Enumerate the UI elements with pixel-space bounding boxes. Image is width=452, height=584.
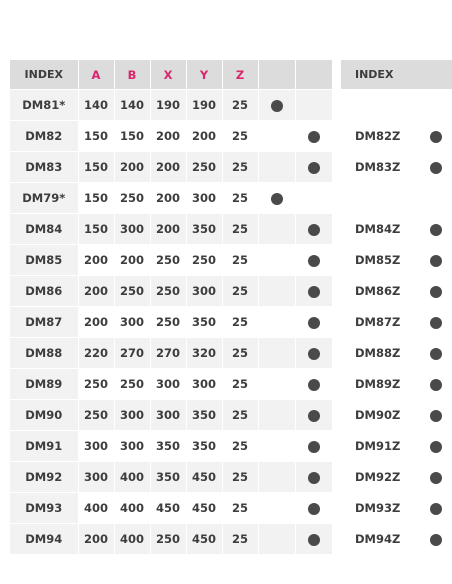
dot-cell-2	[295, 152, 332, 183]
side-dot-cell	[419, 369, 452, 400]
cell-a: 220	[78, 338, 114, 369]
cell-a: 200	[78, 307, 114, 338]
header-col-z: Z	[222, 60, 258, 90]
side-index: DM91Z	[341, 431, 419, 462]
filled-circle-icon	[430, 379, 442, 391]
side-row	[341, 276, 452, 307]
cell-b: 250	[114, 183, 150, 214]
cell-z: 25	[222, 214, 258, 245]
cell-a: 150	[78, 214, 114, 245]
side-row	[341, 121, 452, 152]
cell-x: 270	[150, 338, 186, 369]
side-row	[341, 431, 452, 462]
cell-y: 350	[186, 431, 222, 462]
filled-circle-icon	[308, 441, 320, 453]
side-dot-cell	[419, 338, 452, 369]
cell-a: 250	[78, 400, 114, 431]
side-index: DM85Z	[341, 245, 419, 276]
cell-y: 300	[186, 276, 222, 307]
cell-y: 300	[186, 183, 222, 214]
side-index: DM87Z	[341, 307, 419, 338]
cell-x: 200	[150, 152, 186, 183]
cell-z: 25	[222, 121, 258, 152]
side-row	[341, 400, 452, 431]
side-row	[341, 493, 452, 524]
filled-circle-icon	[430, 224, 442, 236]
cell-x: 250	[150, 307, 186, 338]
cell-z: 25	[222, 462, 258, 493]
cell-z: 25	[222, 152, 258, 183]
side-dot-cell	[419, 276, 452, 307]
filled-circle-icon	[308, 224, 320, 236]
cell-b: 400	[114, 493, 150, 524]
cell-z: 25	[222, 245, 258, 276]
row-index: DM90	[10, 400, 78, 431]
filled-circle-icon	[308, 348, 320, 360]
cell-b: 400	[114, 524, 150, 555]
cell-a: 200	[78, 276, 114, 307]
cell-b: 150	[114, 121, 150, 152]
filled-circle-icon	[308, 503, 320, 515]
cell-x: 350	[150, 431, 186, 462]
side-dot-cell	[419, 90, 452, 121]
cell-z: 25	[222, 276, 258, 307]
cell-b: 300	[114, 431, 150, 462]
side-row	[341, 369, 452, 400]
cell-y: 300	[186, 369, 222, 400]
cell-z: 25	[222, 183, 258, 214]
dot-cell-2	[295, 431, 332, 462]
side-dot-cell	[419, 152, 452, 183]
table-row	[10, 493, 332, 524]
row-index: DM86	[10, 276, 78, 307]
cell-a: 150	[78, 183, 114, 214]
side-index	[341, 183, 419, 214]
cell-y: 350	[186, 307, 222, 338]
side-index: DM88Z	[341, 338, 419, 369]
side-row	[341, 462, 452, 493]
cell-a: 150	[78, 121, 114, 152]
z-variant-table	[341, 60, 452, 555]
row-index: DM87	[10, 307, 78, 338]
cell-z: 25	[222, 307, 258, 338]
cell-y: 320	[186, 338, 222, 369]
header-index: INDEX	[10, 60, 78, 90]
cell-b: 250	[114, 276, 150, 307]
side-index: DM90Z	[341, 400, 419, 431]
filled-circle-icon	[271, 100, 283, 112]
dot-cell-2	[295, 338, 332, 369]
row-index: DM82	[10, 121, 78, 152]
side-row	[341, 524, 452, 555]
table-body	[10, 90, 332, 555]
filled-circle-icon	[430, 503, 442, 515]
table-row	[10, 400, 332, 431]
cell-z: 25	[222, 493, 258, 524]
cell-y: 350	[186, 214, 222, 245]
cell-z: 25	[222, 369, 258, 400]
dot-cell-2	[295, 90, 332, 121]
cell-z: 25	[222, 338, 258, 369]
cell-b: 300	[114, 400, 150, 431]
side-index: DM92Z	[341, 462, 419, 493]
side-row	[341, 245, 452, 276]
cell-y: 450	[186, 524, 222, 555]
side-row	[341, 90, 452, 121]
cell-x: 250	[150, 276, 186, 307]
row-index: DM93	[10, 493, 78, 524]
dot-cell-2	[295, 245, 332, 276]
filled-circle-icon	[308, 379, 320, 391]
table-row	[10, 524, 332, 555]
cell-x: 300	[150, 400, 186, 431]
cell-x: 200	[150, 121, 186, 152]
filled-circle-icon	[430, 131, 442, 143]
cell-x: 250	[150, 245, 186, 276]
dot-cell-1	[258, 338, 295, 369]
header-dot-col-1	[258, 60, 295, 90]
side-header-row	[341, 60, 452, 90]
side-row	[341, 183, 452, 214]
filled-circle-icon	[430, 317, 442, 329]
side-index: DM94Z	[341, 524, 419, 555]
dot-cell-1	[258, 431, 295, 462]
cell-a: 150	[78, 152, 114, 183]
dot-cell-2	[295, 400, 332, 431]
filled-circle-icon	[308, 162, 320, 174]
side-row	[341, 307, 452, 338]
dot-cell-1	[258, 524, 295, 555]
dot-cell-2	[295, 307, 332, 338]
dot-cell-1	[258, 90, 295, 121]
table-row	[10, 462, 332, 493]
cell-a: 140	[78, 90, 114, 121]
table-row	[10, 369, 332, 400]
side-dot-cell	[419, 493, 452, 524]
row-index: DM84	[10, 214, 78, 245]
table-row	[10, 338, 332, 369]
side-index: DM82Z	[341, 121, 419, 152]
cell-a: 400	[78, 493, 114, 524]
dimension-table	[10, 60, 333, 555]
side-row	[341, 152, 452, 183]
table-row	[10, 121, 332, 152]
filled-circle-icon	[430, 441, 442, 453]
filled-circle-icon	[308, 255, 320, 267]
cell-b: 200	[114, 245, 150, 276]
dot-cell-1	[258, 276, 295, 307]
cell-x: 190	[150, 90, 186, 121]
filled-circle-icon	[308, 317, 320, 329]
row-index: DM94	[10, 524, 78, 555]
side-index: DM83Z	[341, 152, 419, 183]
table-row	[10, 152, 332, 183]
table-row	[10, 90, 332, 121]
cell-y: 450	[186, 462, 222, 493]
side-dot-cell	[419, 183, 452, 214]
dot-cell-1	[258, 245, 295, 276]
cell-a: 300	[78, 462, 114, 493]
filled-circle-icon	[308, 472, 320, 484]
cell-z: 25	[222, 431, 258, 462]
table-row	[10, 245, 332, 276]
cell-y: 200	[186, 121, 222, 152]
filled-circle-icon	[308, 410, 320, 422]
cell-b: 300	[114, 214, 150, 245]
filled-circle-icon	[430, 286, 442, 298]
table-row	[10, 307, 332, 338]
dot-cell-2	[295, 524, 332, 555]
side-dot-cell	[419, 214, 452, 245]
cell-z: 25	[222, 90, 258, 121]
dot-cell-1	[258, 307, 295, 338]
cell-b: 140	[114, 90, 150, 121]
header-col-b: B	[114, 60, 150, 90]
table-row	[10, 214, 332, 245]
header-col-a: A	[78, 60, 114, 90]
cell-x: 200	[150, 183, 186, 214]
filled-circle-icon	[430, 162, 442, 174]
cell-x: 450	[150, 493, 186, 524]
header-col-x: X	[150, 60, 186, 90]
cell-a: 200	[78, 524, 114, 555]
filled-circle-icon	[271, 193, 283, 205]
side-dot-cell	[419, 462, 452, 493]
side-dot-cell	[419, 431, 452, 462]
dot-cell-1	[258, 462, 295, 493]
side-dot-cell	[419, 245, 452, 276]
row-index: DM79*	[10, 183, 78, 214]
header-dot-col-2	[295, 60, 332, 90]
cell-y: 190	[186, 90, 222, 121]
filled-circle-icon	[430, 348, 442, 360]
side-row	[341, 338, 452, 369]
cell-b: 250	[114, 369, 150, 400]
cell-a: 300	[78, 431, 114, 462]
side-index	[341, 90, 419, 121]
cell-b: 200	[114, 152, 150, 183]
cell-x: 200	[150, 214, 186, 245]
cell-z: 25	[222, 400, 258, 431]
dot-cell-2	[295, 493, 332, 524]
dot-cell-1	[258, 121, 295, 152]
dot-cell-1	[258, 369, 295, 400]
filled-circle-icon	[430, 255, 442, 267]
cell-b: 300	[114, 307, 150, 338]
filled-circle-icon	[430, 534, 442, 546]
dot-cell-2	[295, 276, 332, 307]
row-index: DM83	[10, 152, 78, 183]
cell-y: 250	[186, 245, 222, 276]
dot-cell-1	[258, 493, 295, 524]
row-index: DM81*	[10, 90, 78, 121]
cell-x: 300	[150, 369, 186, 400]
dot-cell-1	[258, 152, 295, 183]
cell-y: 450	[186, 493, 222, 524]
cell-y: 350	[186, 400, 222, 431]
dot-cell-2	[295, 369, 332, 400]
cell-y: 250	[186, 152, 222, 183]
filled-circle-icon	[308, 286, 320, 298]
cell-x: 250	[150, 524, 186, 555]
side-dot-cell	[419, 400, 452, 431]
filled-circle-icon	[430, 410, 442, 422]
side-row	[341, 214, 452, 245]
row-index: DM92	[10, 462, 78, 493]
side-index: DM86Z	[341, 276, 419, 307]
cell-b: 270	[114, 338, 150, 369]
dot-cell-1	[258, 183, 295, 214]
side-dot-cell	[419, 524, 452, 555]
side-dot-cell	[419, 121, 452, 152]
dot-cell-1	[258, 214, 295, 245]
row-index: DM85	[10, 245, 78, 276]
dot-cell-1	[258, 400, 295, 431]
header-row	[10, 60, 332, 90]
side-index: DM93Z	[341, 493, 419, 524]
header-col-y: Y	[186, 60, 222, 90]
row-index: DM88	[10, 338, 78, 369]
side-table-body	[341, 90, 452, 555]
side-dot-cell	[419, 307, 452, 338]
filled-circle-icon	[430, 472, 442, 484]
cell-a: 250	[78, 369, 114, 400]
filled-circle-icon	[308, 534, 320, 546]
row-index: DM91	[10, 431, 78, 462]
row-index: DM89	[10, 369, 78, 400]
dot-cell-2	[295, 183, 332, 214]
table-row	[10, 276, 332, 307]
table-row	[10, 431, 332, 462]
filled-circle-icon	[308, 131, 320, 143]
cell-z: 25	[222, 524, 258, 555]
cell-x: 350	[150, 462, 186, 493]
side-index: DM89Z	[341, 369, 419, 400]
cell-a: 200	[78, 245, 114, 276]
dot-cell-2	[295, 214, 332, 245]
cell-b: 400	[114, 462, 150, 493]
table-row	[10, 183, 332, 214]
side-index: DM84Z	[341, 214, 419, 245]
dot-cell-2	[295, 462, 332, 493]
dot-cell-2	[295, 121, 332, 152]
side-header-index: INDEX	[341, 60, 452, 90]
